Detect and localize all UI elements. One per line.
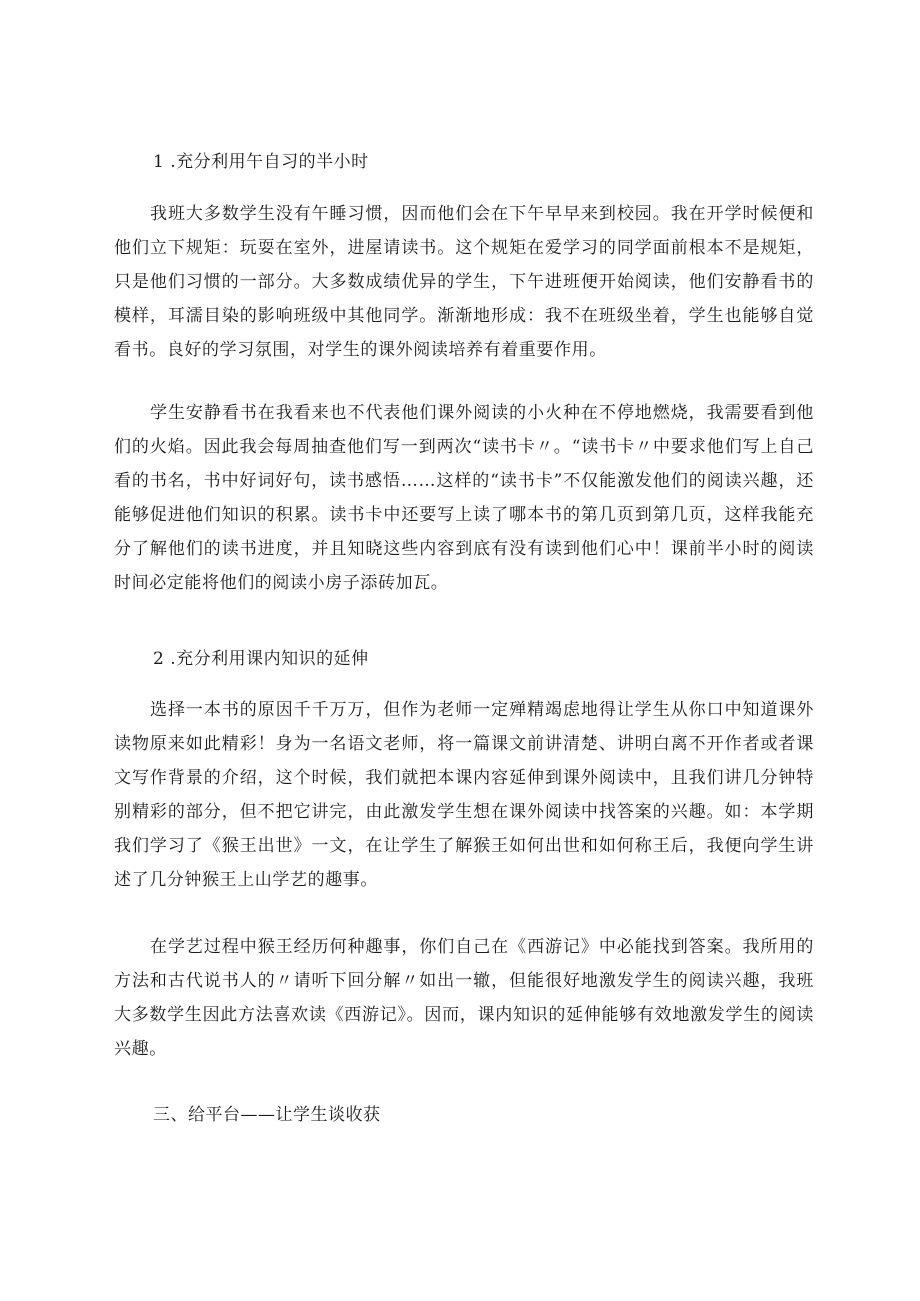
paragraph-4: 在学艺过程中猴王经历何种趣事，你们自己在《西游记》中必能找到答案。我所用的方法和古代说书人的〃请听下回分解〃如出一辙，但能很好地激发学生的阅读兴趣，我班大多数学生因此方法喜欢读《西游记》。因而，课内知识的延伸能够有效地激发学生的阅读兴趣。 xyxy=(114,937,814,1059)
section-heading-2: 2 .充分利用课内知识的延伸 xyxy=(153,649,369,669)
section-heading-1: 1 .充分利用午自习的半小时 xyxy=(153,152,369,172)
section-heading-3: 三、给平台——让学生谈收获 xyxy=(153,1105,381,1125)
paragraph-1: 我班大多数学生没有午睡习惯，因而他们会在下午早早来到校园。我在开学时候便和他们立下规矩：玩耍在室外，进屋请读书。这个规矩在爱学习的同学面前根本不是规矩，只是他们习惯的一部分。大多数成绩优异的学生，下午进班便开始阅读，他们安静看书的模样，耳濡目染的影响班级中其他同学。渐渐地形成：我不在班级坐着，学生也能够自觉看书。良好的学习氛围，对学生的课外阅读培养有着重要作用。 xyxy=(114,204,814,360)
paragraph-2: 学生安静看书在我看来也不代表他们课外阅读的小火种在不停地燃烧，我需要看到他们的火焰。因此我会每周抽查他们写一到两次“读书卡〃。“读书卡〃中要求他们写上自己看的书名，书中好词好句，读书感悟……这样的“读书卡”不仅能激发他们的阅读兴趣，还能够促进他们知识的积累。读书卡中还要写上读了哪本书的第几页到第几页，这样我能充分了解他们的读书进度，并且知晓这些内容到底有没有读到他们心中！课前半小时的阅读时间必定能将他们的阅读小房子添砖加瓦。 xyxy=(114,403,814,593)
paragraph-3: 选择一本书的原因千千万万，但作为老师一定殚精竭虑地得让学生从你口中知道课外读物原来如此精彩！身为一名语文老师，将一篇课文前讲清楚、讲明白离不开作者或者课文写作背景的介绍，这个时候，我们就把本课内容延伸到课外阅读中，且我们讲几分钟特别精彩的部分，但不把它讲完，由此激发学生想在课外阅读中找答案的兴趣。如：本学期我们学习了《猴王出世》一文，在让学生了解猴王如何出世和如何称王后，我便向学生讲述了几分钟猴王上山学艺的趣事。 xyxy=(114,700,814,890)
